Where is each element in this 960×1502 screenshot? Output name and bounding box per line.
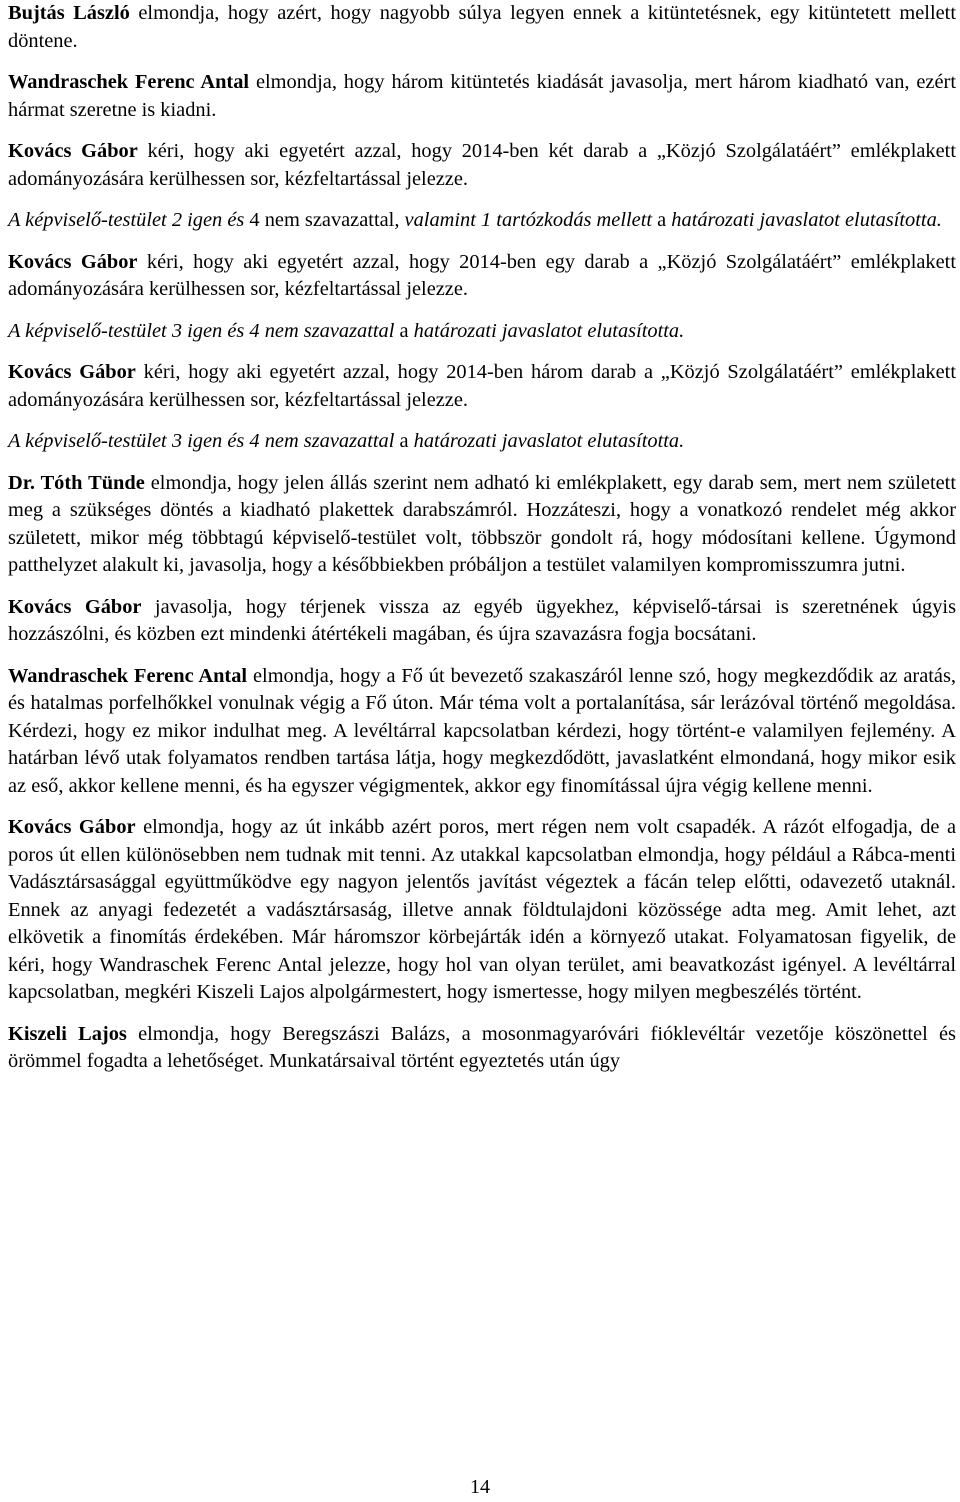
- paragraph-text: elmondja, hogy Beregszászi Balázs, a mosonmagyaróvári fióklevéltár vezetője köszönettel és örömmel fogadta a lehetőséget. Munkatársaival történt egyeztetés után úgy: [8, 1022, 956, 1072]
- italic-text: határozati javaslatot elutasította.: [666, 209, 942, 231]
- paragraph: [8, 249, 956, 304]
- paragraph: [8, 138, 956, 193]
- paragraph-text: a: [657, 209, 667, 231]
- paragraph-text: a: [399, 319, 409, 342]
- paragraph: [8, 428, 956, 456]
- speaker-name: Kovács Gábor: [8, 361, 136, 383]
- italic-text: , valamint 1 tartózkodás mellett: [394, 209, 658, 231]
- speaker-name: Wandraschek Ferenc Antal: [8, 664, 248, 687]
- italic-text: A képviselő-testület 3 igen és 4 nem szavazattal: [8, 430, 400, 452]
- paragraph: [8, 594, 956, 649]
- paragraph: [8, 814, 956, 1007]
- speaker-name: Kovács Gábor: [8, 816, 136, 838]
- italic-text: A képviselő-testület 2 igen és: [8, 209, 250, 231]
- paragraph-text: javasolja, hogy térjenek vissza az egyéb ügyekhez, képviselő-társai is szeretnének úgyis hozzászólni, és közben ezt mindenki átértékeli magában, és újra szavazásra fogja bocsátani.: [8, 595, 957, 645]
- speaker-name: Wandraschek Ferenc Antal: [8, 71, 250, 93]
- paragraph-text: kéri, hogy aki egyetért azzal, hogy 2014-ben két darab a „Közjó Szolgálatáért” emlékplakett adományozására kerülhessen sor, kézfeltartással jelezze.: [8, 140, 956, 190]
- speaker-name: Kovács Gábor: [8, 595, 142, 618]
- paragraph-text: kéri, hogy aki egyetért azzal, hogy 2014-ben egy darab a „Közjó Szolgálatáért” emlékplakett adományozására kerülhessen sor, kézfeltartással jelezze.: [8, 250, 957, 300]
- paragraph: [8, 207, 956, 235]
- speaker-name: Bujtás László: [8, 2, 130, 24]
- paragraph: [8, 663, 956, 801]
- paragraph: [8, 69, 956, 124]
- paragraph-text: kéri, hogy aki egyetért azzal, hogy 2014-ben három darab a „Közjó Szolgálatáért” emlékplakett adományozására kerülhessen sor, kézfeltartással jelezze.: [8, 361, 957, 411]
- paragraph: [8, 1021, 956, 1076]
- paragraph-text: 4 nem szavazattal: [249, 209, 395, 231]
- speaker-name: Kiszeli Lajos: [8, 1022, 127, 1045]
- page-number: 14: [470, 1476, 490, 1498]
- paragraph-text: elmondja, hogy a Fő út bevezető szakaszáról lenne szó, hogy megkezdődik az aratás, és hatalmas porfelhőkkel vonulnak végig a Fő úton. Már téma volt a portalanítása, sár lerázóval történő megoldása. Kérdezi, hogy ez mikor indulhat meg. A levéltárral kapcsolatban kérdezi, hogy történt-e valamilyen fejlemény. A határban lévő utak folyamatos rendben tartása látja, hogy megkezdődött, javaslatként elmondaná, hogy mikor esik az eső, akkor kellene menni, és ha egyszer végigmentek, akkor egy finomítással újra végig kellene menni.: [8, 664, 956, 797]
- paragraph: [8, 359, 956, 414]
- paragraph-text: elmondja, hogy jelen állás szerint nem adható ki emlékplakett, egy darab sem, mert nem született meg a szükséges döntés a kiadható plakettek darabszámról. Hozzáteszi, hogy a vonatkozó rendelet még akkor született, mikor még többtagú képviselő-testület volt, többször gondolt rá, hogy módosítani kellene. Úgymond patthelyzet alakult ki, javasolja, hogy a későbbiekben próbáljon a testület valamilyen kompromisszumra jutni.: [8, 471, 957, 576]
- document-page: [8, 0, 956, 1090]
- paragraph: [8, 470, 956, 580]
- paragraph-text: elmondja, hogy az út inkább azért poros, mert régen nem volt csapadék. A rázót elfogadja, de a poros út ellen különösebben nem tudnak mit tenni. Az utakkal kapcsolatban elmondja, hogy például a Rábca-menti Vadásztársasággal együttműködve egy nagyon jelentős javítást végeztek a fácán telep előtti, odavezető utaknál. Ennek az anyagi fedezetét a vadásztársaság, illetve annak földtulajdoni közössége adta meg. Amit lehet, azt elkövetik a finomítás érdekében. Már háromszor körbejárták idén a környező utakat. Folyamatosan figyelik, de kéri, hogy Wandraschek Ferenc Antal jelezze, hogy hol van olyan terület, ami beavatkozást igényel. A levéltárral kapcsolatban, megkéri Kiszeli Lajos alpolgármestert, hogy ismertesse, hogy milyen megbeszélés történt.: [8, 816, 956, 1003]
- paragraph-text: elmondja, hogy három kitüntetés kiadását javasolja, mert három kiadható van, ezért hármat szeretne is kiadni.: [8, 71, 956, 121]
- paragraph-text: a: [399, 430, 409, 452]
- paragraph: [8, 318, 956, 346]
- italic-text: határozati javaslatot elutasította.: [408, 319, 685, 342]
- paragraph-text: elmondja, hogy azért, hogy nagyobb súlya legyen ennek a kitüntetésnek, egy kitüntetett mellett döntene.: [8, 2, 956, 52]
- speaker-name: Dr. Tóth Tünde: [8, 471, 145, 494]
- italic-text: határozati javaslatot elutasította.: [408, 430, 685, 452]
- italic-text: A képviselő-testület 3 igen és 4 nem szavazattal: [8, 319, 400, 342]
- paragraph: [8, 0, 956, 55]
- speaker-name: Kovács Gábor: [8, 140, 138, 162]
- speaker-name: Kovács Gábor: [8, 250, 138, 273]
- document-body: [8, 0, 956, 1076]
